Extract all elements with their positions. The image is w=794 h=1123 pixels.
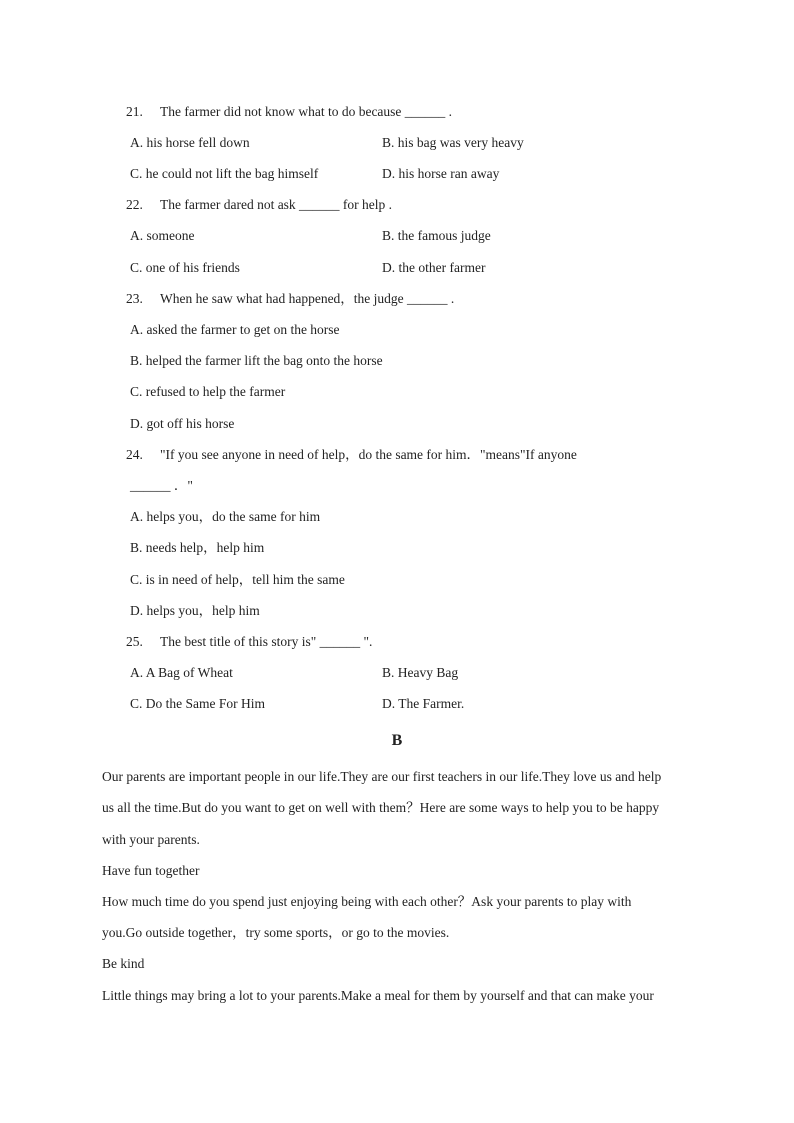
- option-24-a: A. helps you，do the same for him: [130, 509, 321, 524]
- option-23-d: D. got off his horse: [130, 416, 235, 431]
- question-21: [126, 104, 452, 120]
- question-text: The best title of this story is" ______ ".: [160, 634, 373, 649]
- question-24-continuation: ______ ．": [130, 478, 193, 493]
- passage-line: with your parents.: [102, 832, 200, 847]
- question-number: 25.: [126, 634, 143, 649]
- option-22-d: D. the other farmer: [382, 260, 486, 275]
- option-21-a: A. his horse fell down: [130, 135, 250, 150]
- passage-line: you.Go outside together，try some sports，or go to the movies.: [102, 925, 450, 940]
- option-23-a: A. asked the farmer to get on the horse: [130, 322, 340, 337]
- question-text: "If you see anyone in need of help，do the same for him．"means"If anyone: [160, 447, 577, 462]
- option-24-c: C. is in need of help，tell him the same: [130, 572, 345, 587]
- question-text: The farmer did not know what to do because ______ .: [160, 104, 453, 119]
- passage-subheading: Have fun together: [102, 863, 200, 878]
- question-25: [126, 634, 372, 650]
- question-number: 23.: [126, 291, 143, 306]
- question-text: When he saw what had happened，the judge ______ .: [160, 291, 455, 306]
- option-23-b: B. helped the farmer lift the bag onto the horse: [130, 353, 383, 368]
- passage-line: Our parents are important people in our life.They are our first teachers in our life.They love us and help: [102, 769, 662, 784]
- option-22-a: A. someone: [130, 228, 195, 243]
- option-22-b: B. the famous judge: [382, 228, 491, 243]
- question-number: 22.: [126, 197, 143, 212]
- option-25-c: C. Do the Same For Him: [130, 696, 265, 711]
- option-21-c: C. he could not lift the bag himself: [130, 166, 319, 181]
- passage-line: us all the time.But do you want to get on well with them？Here are some ways to help you to be happy: [102, 800, 660, 815]
- option-21-d: D. his horse ran away: [382, 166, 500, 181]
- passage-line: How much time do you spend just enjoying being with each other？Ask your parents to play with: [102, 894, 632, 909]
- option-25-d: D. The Farmer.: [382, 696, 465, 711]
- passage-line: Little things may bring a lot to your parents.Make a meal for them by yourself and that can make your: [102, 988, 654, 1003]
- option-25-b: B. Heavy Bag: [382, 665, 459, 680]
- option-22-c: C. one of his friends: [130, 260, 240, 275]
- option-21-b: B. his bag was very heavy: [382, 135, 524, 150]
- question-23: [126, 291, 454, 307]
- question-number: 24.: [126, 447, 143, 462]
- question-22: [126, 197, 392, 213]
- option-23-c: C. refused to help the farmer: [130, 384, 286, 399]
- section-heading: B: [391, 732, 403, 749]
- option-24-d: D. helps you，help him: [130, 603, 260, 618]
- question-number: 21.: [126, 104, 143, 119]
- option-24-b: B. needs help，help him: [130, 540, 265, 555]
- passage-subheading: Be kind: [102, 956, 145, 971]
- question-24: [126, 447, 577, 463]
- question-text: The farmer dared not ask ______ for help .: [160, 197, 393, 212]
- option-25-a: A. A Bag of Wheat: [130, 665, 233, 680]
